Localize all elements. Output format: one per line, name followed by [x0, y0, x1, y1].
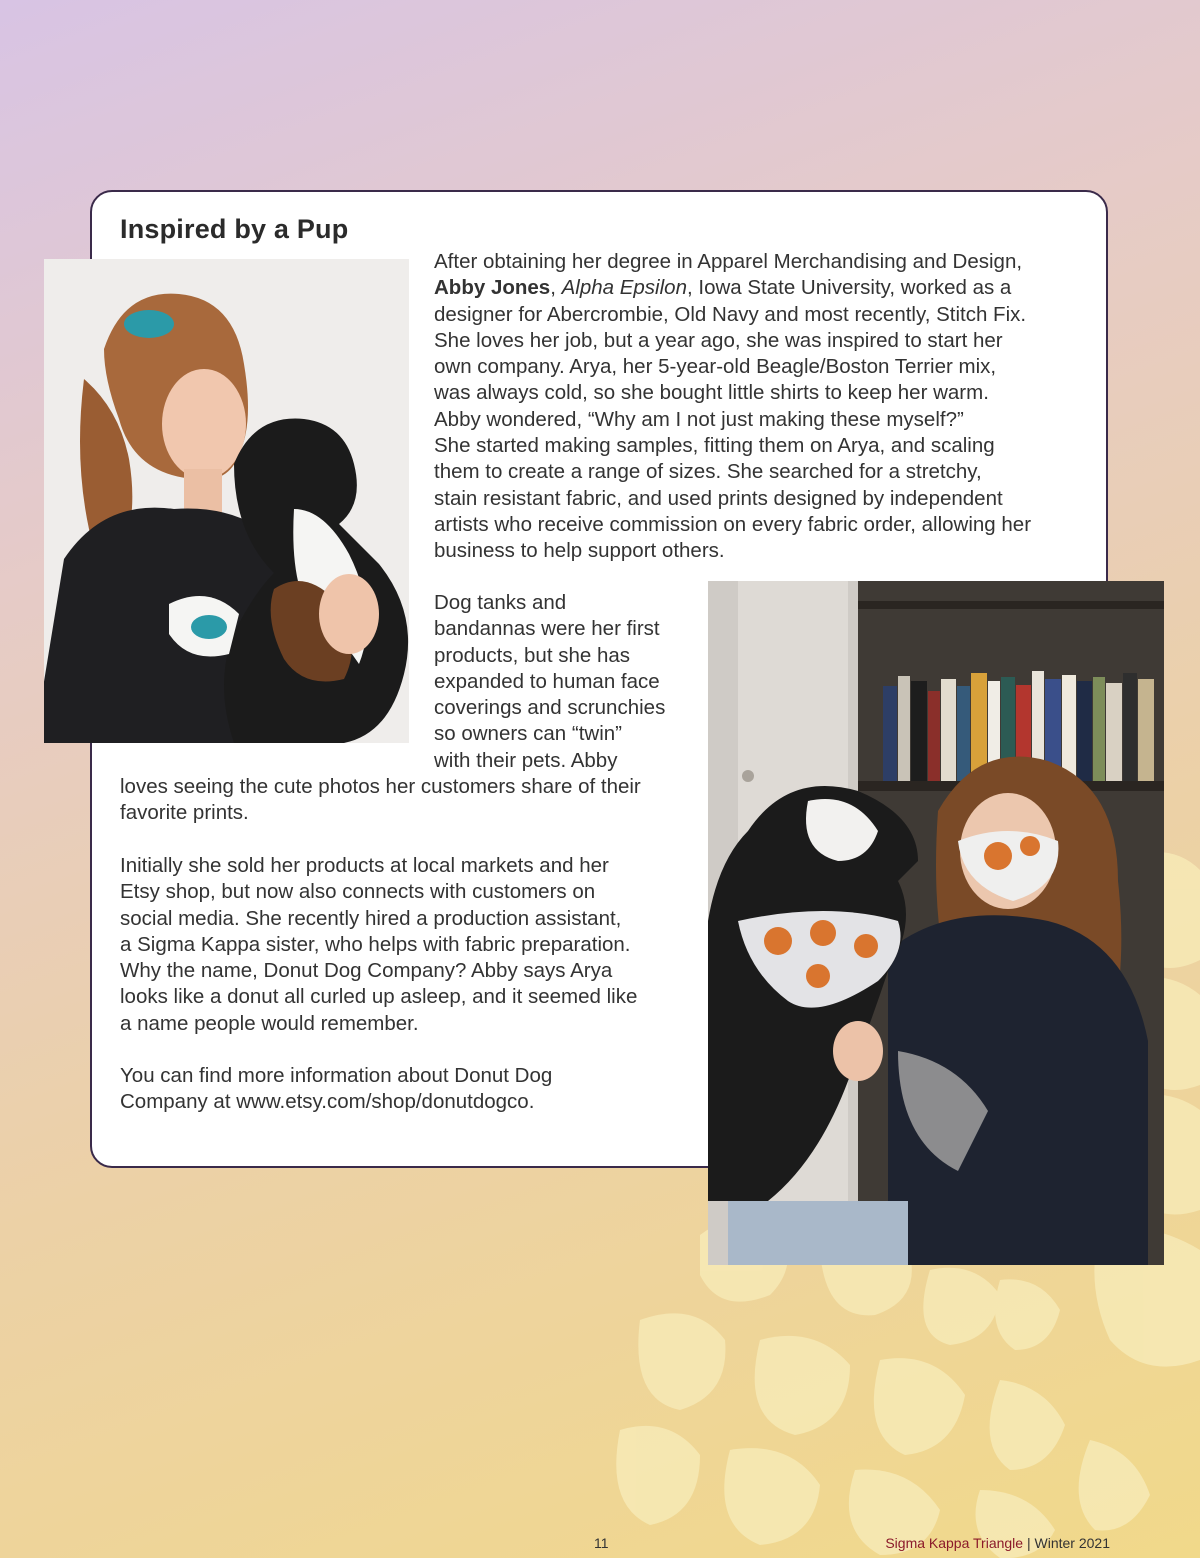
footer-separator: | [1023, 1535, 1035, 1551]
text-line: loves seeing the cute photos her customers share of their [120, 775, 641, 798]
text-line: artists who receive commission on every fabric order, allowing her [434, 512, 1032, 536]
photo-woman-mask-dog-bandana [708, 581, 1164, 1265]
paragraph-more-info [120, 1063, 690, 1116]
text-line: Abby wondered, “Why am I not just making these myself?” [434, 407, 964, 431]
photo-woman-with-dog-image [44, 259, 409, 743]
text-line: bandannas were her first [434, 617, 660, 641]
paragraph-intro [434, 249, 1094, 565]
text-line: a name people would remember. [120, 1011, 419, 1035]
text-line: She loves her job, but a year ago, she was inspired to start her [434, 328, 1003, 352]
paragraph-products-top [434, 590, 704, 774]
person-name: Abby Jones [434, 276, 551, 300]
text-line: with their pets. Abby [434, 748, 618, 772]
text-line: designer for Abercrombie, Old Navy and most recently, Stitch Fix. [434, 302, 1027, 326]
paragraph-products-bottom [120, 774, 690, 827]
text-separator: , [550, 276, 562, 300]
text-line [434, 275, 1094, 301]
text-line: expanded to human face [434, 669, 660, 693]
text-line: so owners can “twin” [434, 722, 622, 746]
text-line: own company. Arya, her 5-year-old Beagle/Boston Terrier mix, [434, 355, 997, 379]
text-line: favorite prints. [120, 801, 249, 825]
text-line: social media. She recently hired a production assistant, [120, 906, 622, 930]
footer-credit [885, 1535, 1110, 1551]
text-line: She started making samples, fitting them on Arya, and scaling [434, 434, 995, 458]
chapter-name: Alpha Epsilon [561, 276, 687, 300]
photo-woman-with-dog [44, 259, 409, 743]
publication-name: Sigma Kappa Triangle [885, 1535, 1024, 1551]
text-line: You can find more information about Donut Dog [120, 1064, 553, 1087]
paragraph-business [120, 853, 690, 1037]
text-line: a Sigma Kappa sister, who helps with fabric preparation. [120, 932, 631, 956]
text-line: Why the name, Donut Dog Company? Abby says Arya [120, 959, 613, 983]
text-line: looks like a donut all curled up asleep, and it seemed like [120, 985, 638, 1009]
article-title: Inspired by a Pup [120, 214, 349, 244]
text-line: business to help support others. [434, 539, 725, 563]
text-line: Initially she sold her products at local markets and her [120, 854, 609, 877]
text-fragment: , Iowa State University, worked as a [686, 276, 1012, 300]
text-line: Dog tanks and [434, 591, 567, 614]
text-line: After obtaining her degree in Apparel Merchandising and Design, [434, 250, 1023, 273]
text-line: Etsy shop, but now also connects with customers on [120, 880, 596, 904]
issue-label: Winter 2021 [1034, 1535, 1110, 1551]
text-line: stain resistant fabric, and used prints designed by independent [434, 486, 1003, 510]
text-line: was always cold, so she bought little shirts to keep her warm. [434, 381, 989, 405]
photo-woman-mask-dog-bandana-image [708, 581, 1164, 1265]
page-number: 11 [594, 1535, 609, 1551]
text-line: them to create a range of sizes. She searched for a stretchy, [434, 460, 982, 484]
text-line: Company at www.etsy.com/shop/donutdogco. [120, 1090, 535, 1114]
text-line: products, but she has [434, 643, 631, 667]
text-line: coverings and scrunchies [434, 696, 666, 720]
